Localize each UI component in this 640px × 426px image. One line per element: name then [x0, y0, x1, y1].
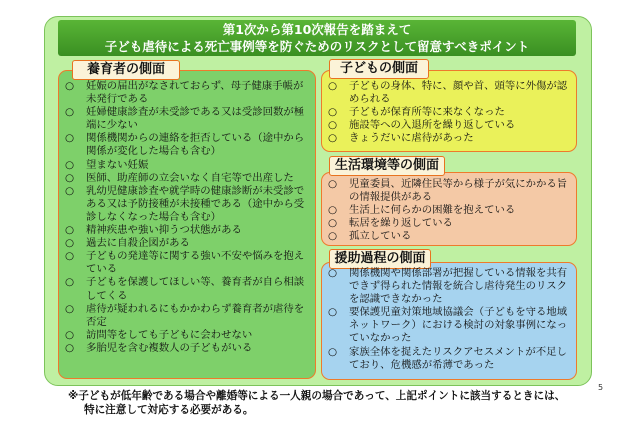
support-item	[327, 346, 571, 372]
circle-bullet-icon: ○	[328, 204, 338, 217]
support-list	[327, 267, 571, 372]
circle-bullet-icon: ○	[65, 302, 75, 315]
child-item	[327, 132, 571, 145]
caregiver-item-text: 乳幼児健康診査や就学時の健康診断が未受診である又は予防接種が未接種である（途中から受診しなくなった場合も含む）	[86, 184, 305, 223]
environment-list	[327, 178, 571, 243]
page-header	[58, 20, 576, 56]
footer-line-2: 特に注意して対応する必要がある。	[84, 403, 254, 416]
caregiver-item-text: 医師、助産師の立会いなく自宅等で出産した	[86, 171, 294, 184]
child-title: 子どもの側面	[329, 59, 429, 79]
caregiver-item	[64, 224, 310, 237]
caregiver-item	[64, 250, 310, 276]
circle-bullet-icon: ○	[328, 119, 338, 132]
circle-bullet-icon: ○	[328, 267, 338, 279]
header-line-2: 子ども虐待による死亡事例等を防ぐためのリスクとして留意すべきポイント	[104, 39, 530, 54]
support-title: 援助過程の側面	[329, 249, 431, 269]
circle-bullet-icon: ○	[328, 178, 338, 190]
circle-bullet-icon: ○	[65, 158, 75, 171]
caregiver-item	[64, 172, 310, 185]
caregiver-item-text: 過去に自殺企図がある	[86, 237, 190, 250]
environment-item	[327, 217, 571, 230]
circle-bullet-icon: ○	[65, 171, 75, 184]
caregiver-item-text: 妊婦健康診査が未受診である又は受診回数が極端に少ない	[86, 106, 305, 132]
circle-bullet-icon: ○	[328, 306, 338, 319]
circle-bullet-icon: ○	[65, 328, 75, 341]
caregiver-title: 養育者の側面	[72, 60, 180, 80]
circle-bullet-icon: ○	[65, 250, 75, 263]
caregiver-item	[64, 106, 310, 132]
environment-item	[327, 178, 571, 204]
footer-line-1: ※子どもが低年齢である場合や離婚等による一人親の場合であって、上記ポイントに該当するときには、	[68, 390, 566, 402]
caregiver-item	[64, 80, 310, 106]
child-item	[327, 80, 571, 106]
circle-bullet-icon: ○	[65, 341, 75, 354]
circle-bullet-icon: ○	[65, 237, 75, 250]
child-list	[327, 80, 571, 145]
circle-bullet-icon: ○	[65, 224, 75, 237]
child-item-text: きょうだいに虐待があった	[349, 132, 474, 145]
child-item-text: 子どもが保育所等に来なくなった	[349, 106, 505, 119]
support-item-text: 要保護児童対策地域協議会（子どもを守る地域ネットワーク）における検討の対象事例になっていなかった	[349, 306, 568, 345]
caregiver-item	[64, 303, 310, 329]
child-item-text: 子どもの身体、特に、顔や首、頭等に外傷が認められる	[349, 80, 568, 106]
caregiver-item	[64, 159, 310, 172]
caregiver-item	[64, 342, 310, 355]
footer-note	[68, 390, 588, 417]
caregiver-item-text: 虐待が疑われるにもかかわらず養育者が虐待を否定	[86, 302, 305, 328]
caregiver-item-text: 妊娠の届出がなされておらず、母子健康手帳が未発行である	[86, 80, 304, 106]
caregiver-item	[64, 276, 310, 302]
environment-item	[327, 230, 571, 243]
caregiver-item	[64, 185, 310, 224]
child-item-text: 施設等への入退所を繰り返している	[349, 119, 516, 132]
circle-bullet-icon: ○	[65, 132, 75, 145]
circle-bullet-icon: ○	[65, 276, 75, 289]
support-item-text: 関係機関や関係部署が把握している情報を共有できず得られた情報を統合し虐待発生のリスクを認識できなかった	[349, 267, 568, 306]
caregiver-item-text: 訪問等をしても子どもに会わせない	[86, 328, 253, 341]
support-item	[327, 267, 571, 306]
support-item-text: 家族全体を捉えたリスクアセスメントが不足しており、危機感が希薄であった	[349, 345, 567, 371]
caregiver-item	[64, 132, 310, 158]
circle-bullet-icon: ○	[65, 80, 75, 92]
environment-item-text: 生活上に何らかの困難を抱えている	[349, 204, 516, 217]
environment-item	[327, 204, 571, 217]
caregiver-item	[64, 237, 310, 250]
header-line-1: 第1次から第10次報告を踏まえて	[222, 22, 412, 37]
circle-bullet-icon: ○	[328, 230, 338, 243]
child-item	[327, 106, 571, 119]
support-item	[327, 306, 571, 345]
caregiver-item-text: 精神疾患や強い抑うつ状態がある	[86, 224, 242, 237]
circle-bullet-icon: ○	[65, 184, 75, 197]
circle-bullet-icon: ○	[328, 132, 338, 145]
environment-item-text: 孤立している	[349, 230, 412, 243]
caregiver-item-text: 望まない妊娠	[86, 158, 149, 171]
circle-bullet-icon: ○	[328, 345, 338, 358]
circle-bullet-icon: ○	[328, 217, 338, 230]
caregiver-item-text: 子どもを保護してほしい等、養育者が自ら相談してくる	[86, 276, 305, 302]
environment-item-text: 児童委員、近隣住民等から様子が気にかかる旨の情報提供がある	[349, 178, 568, 204]
caregiver-list	[64, 80, 310, 355]
child-item	[327, 119, 571, 132]
circle-bullet-icon: ○	[328, 106, 338, 119]
caregiver-item-text: 関係機関からの連絡を拒否している（途中から関係が変化した場合も含む）	[86, 132, 305, 158]
circle-bullet-icon: ○	[328, 80, 338, 92]
environment-item-text: 転居を繰り返している	[349, 217, 453, 230]
page-number: 5	[598, 383, 604, 392]
caregiver-item-text: 子どもの発達等に関する強い不安や悩みを抱えている	[86, 250, 305, 276]
environment-title: 生活環境等の側面	[329, 156, 445, 176]
caregiver-item	[64, 329, 310, 342]
caregiver-item-text: 多胎児を含む複数人の子どもがいる	[86, 341, 253, 354]
circle-bullet-icon: ○	[65, 106, 75, 119]
